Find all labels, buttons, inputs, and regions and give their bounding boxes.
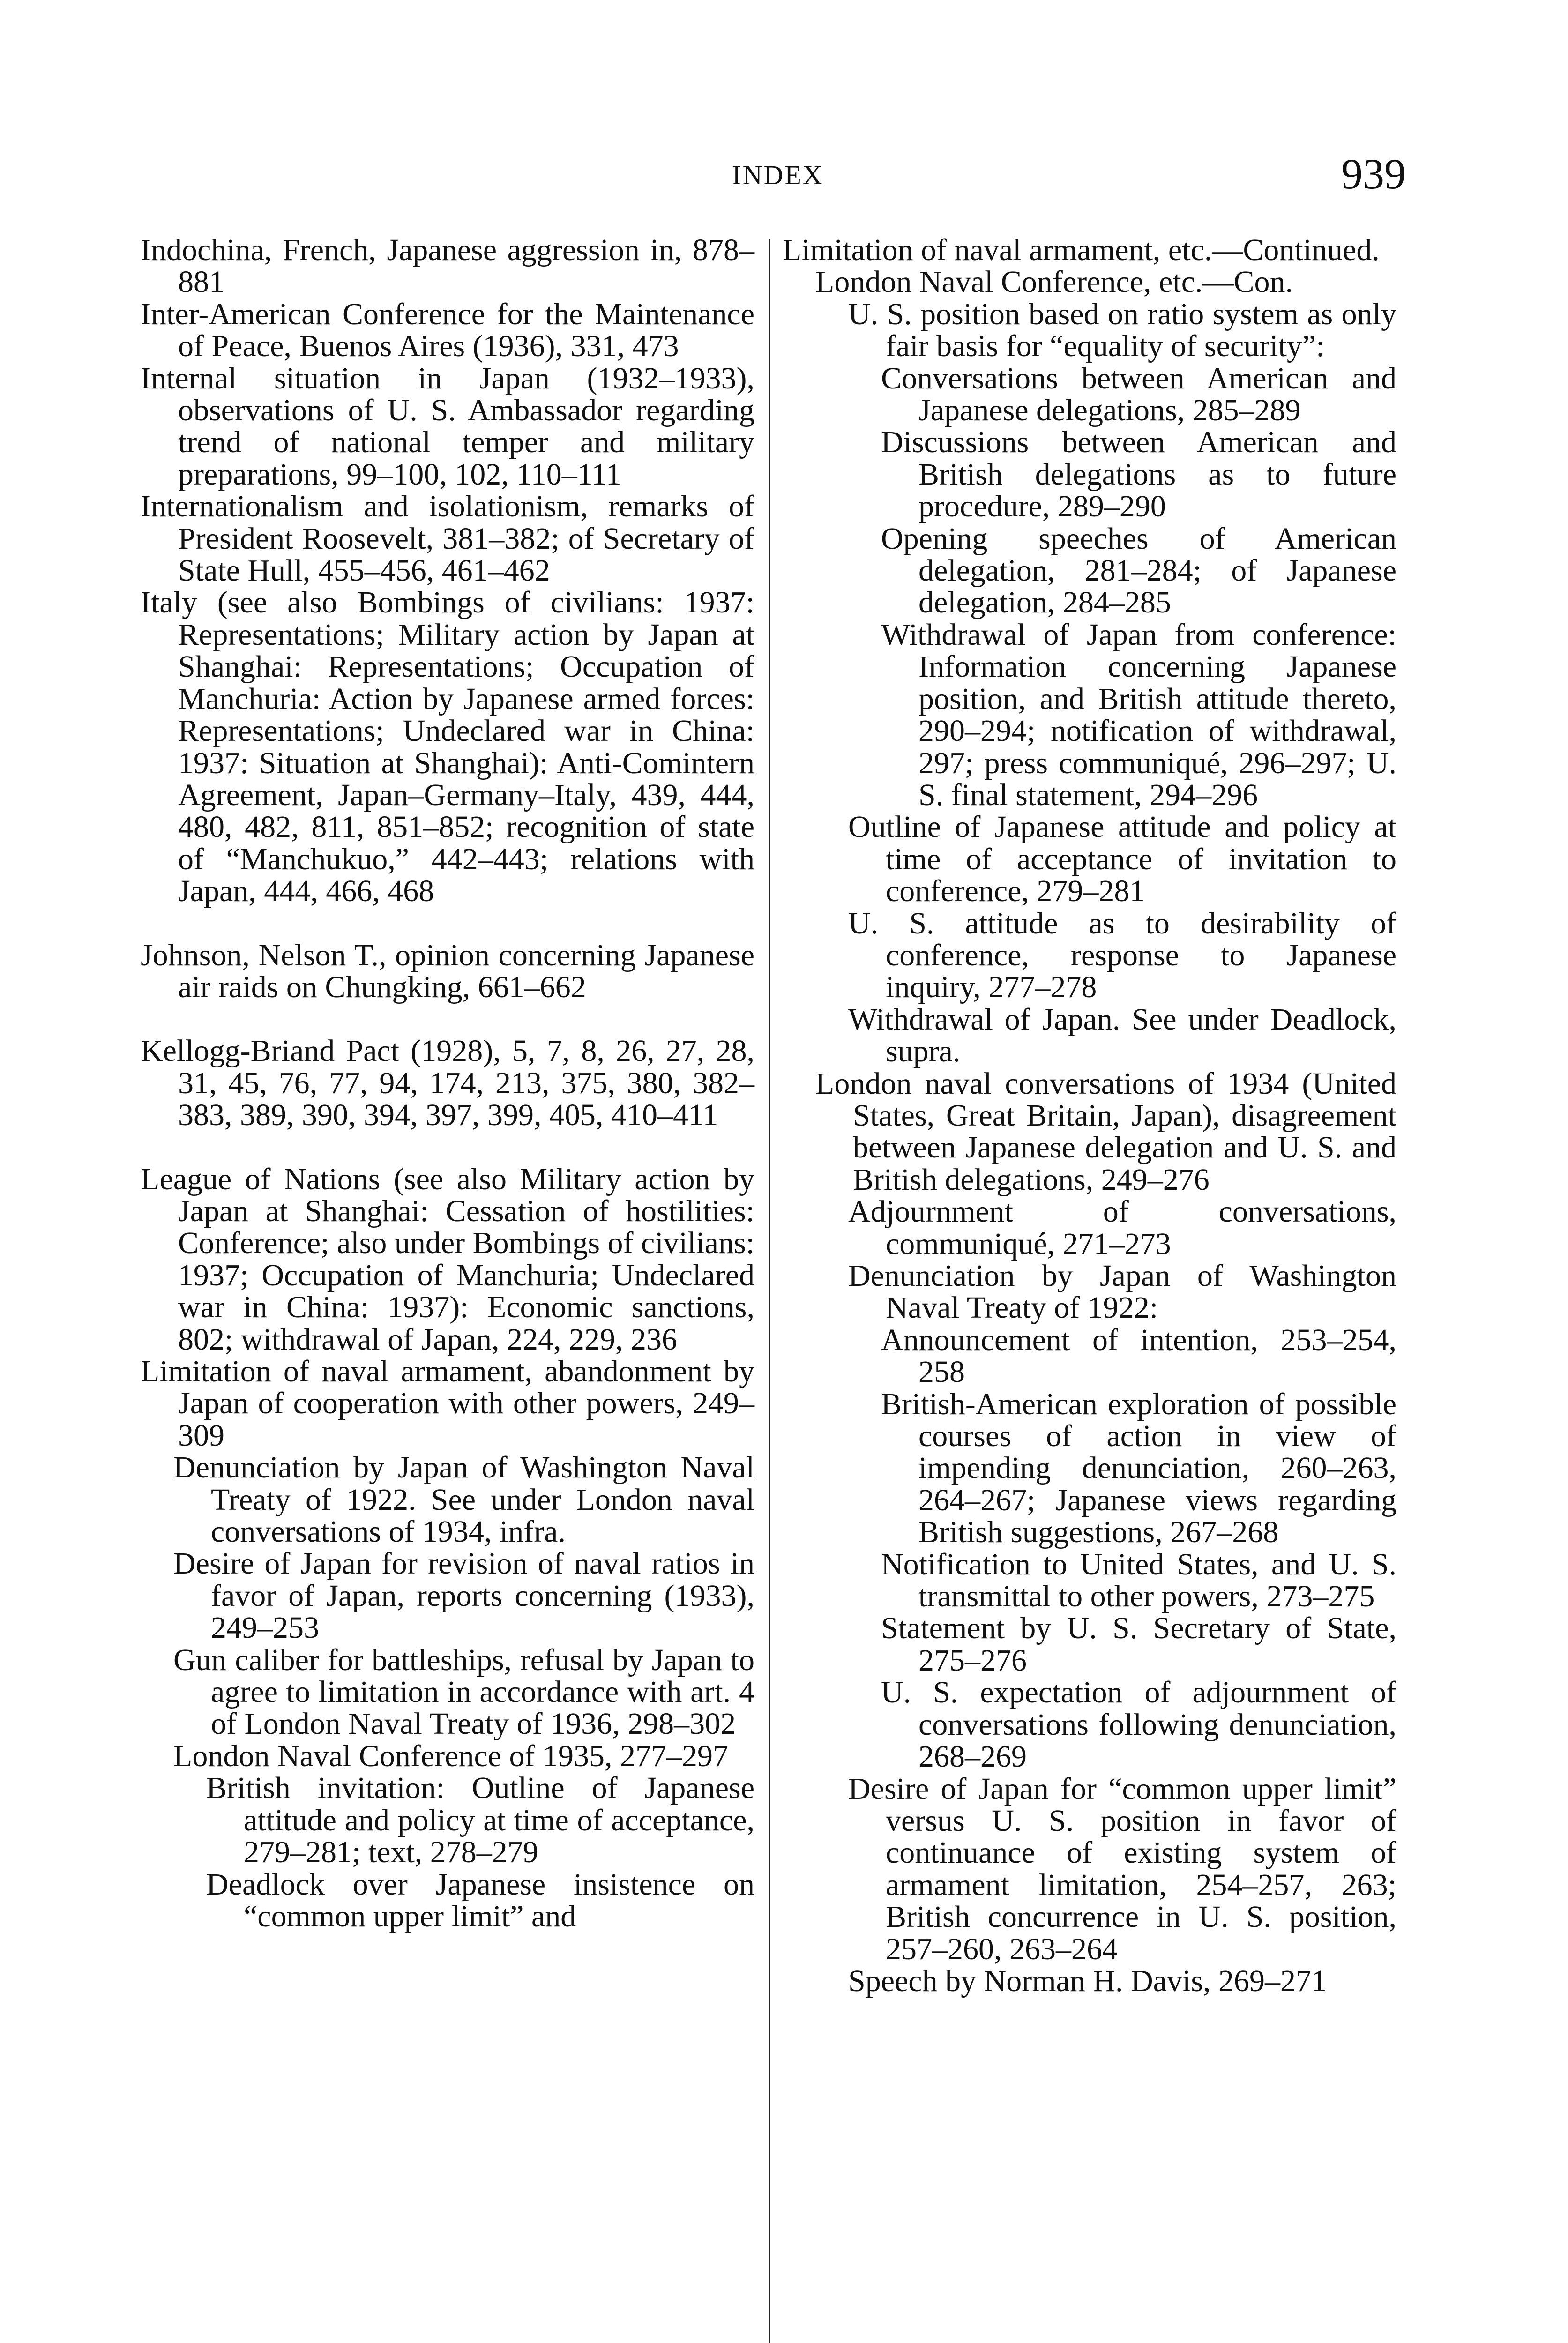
index-entry: Desire of Japan for revision of naval ratios in favor of Japan, reports concerning (1933), 249–253 <box>173 1546 754 1645</box>
index-entry: British invitation: Outline of Japanese attitude and policy at time of acceptance, 279–281; text, 278–279 <box>206 1771 754 1870</box>
index-entry: Opening speeches of American delegation, 281–284; of Japanese delegation, 284–285 <box>881 521 1396 620</box>
index-entry: Desire of Japan for “common upper limit” versus U. S. position in favor of continuance of existing system of armament limitation, 254–257, 263; British concurrence in U. S. position, 257–260, 263–264 <box>848 1771 1396 1966</box>
index-entry: Deadlock over Japanese insistence on “common upper limit” and <box>206 1867 754 1933</box>
index-entry: Johnson, Nelson T., opinion concerning Japanese air raids on Chungking, 661–662 <box>141 938 754 1004</box>
index-entry: Internationalism and isolationism, remarks of President Roosevelt, 381–382; of Secretary of State Hull, 455–456, 461–462 <box>141 489 754 588</box>
index-entry: London naval conversations of 1934 (United States, Great Britain, Japan), disagreement between Japanese delegation and U. S. and British delegations, 249–276 <box>815 1066 1396 1197</box>
index-entry: U. S. expectation of adjournment of conversations following denunciation, 268–269 <box>881 1675 1396 1774</box>
index-entry: Outline of Japanese attitude and policy at time of acceptance of invitation to conference, 279–281 <box>848 810 1396 909</box>
running-head: INDEX <box>732 160 824 190</box>
index-entry: Italy (see also Bombings of civilians: 1937: Representations; Military action by Japan at Shanghai: Representations; Occupation of Manchuria: Action by Japanese armed forces: Representations; Undeclared war in China: 1937: Situation at Shanghai): Anti-Comintern Agreement, Japan–Germany–Italy, 439, 444, 480, 482, 811, 851–852; recognition of state of “Manchukuo,” 442–443; relations with Japan, 444, 466, 468 <box>141 585 754 909</box>
page-number: 939 <box>1341 150 1406 198</box>
index-entry: London Naval Conference of 1935, 277–297 <box>173 1739 729 1773</box>
index-entry: Limitation of naval armament, etc.—Continued. <box>783 233 1380 267</box>
index-entry: Announcement of intention, 253–254, 258 <box>881 1322 1396 1389</box>
index-entry: Discussions between American and British delegations as to future procedure, 289–290 <box>881 425 1396 524</box>
index-entry: Adjournment of conversations, communiqué, 271–273 <box>848 1194 1396 1261</box>
index-entry: Kellogg-Briand Pact (1928), 5, 7, 8, 26, 27, 28, 31, 45, 76, 77, 94, 174, 213, 375, 380, 382–383, 389, 390, 394, 397, 399, 405, 410–411 <box>141 1034 754 1133</box>
page-header <box>0 0 1568 220</box>
column-divider <box>769 239 770 2343</box>
index-entry: U. S. position based on ratio system as only fair basis for “equality of security”: <box>848 297 1396 364</box>
index-entry: Statement by U. S. Secretary of State, 275–276 <box>881 1611 1396 1678</box>
index-entry: Limitation of naval armament, abandonment by Japan of cooperation with other powers, 249–309 <box>141 1354 754 1453</box>
index-entry: Inter-American Conference for the Maintenance of Peace, Buenos Aires (1936), 331, 473 <box>141 297 754 364</box>
index-entry: Indochina, French, Japanese aggression in, 878–881 <box>141 233 754 299</box>
index-entry: Denunciation by Japan of Washington Naval Treaty of 1922. See under London naval conversations of 1934, infra. <box>173 1450 754 1549</box>
index-entry: London Naval Conference, etc.—Con. <box>815 265 1293 299</box>
right-index-column <box>783 234 1396 1997</box>
left-index-column <box>141 234 754 1933</box>
index-entry: Conversations between American and Japanese delegations, 285–289 <box>881 361 1396 428</box>
index-entry: Gun caliber for battleships, refusal by Japan to agree to limitation in accordance with art. 4 of London Naval Treaty of 1936, 298–302 <box>173 1642 754 1741</box>
index-entry: Notification to United States, and U. S. transmittal to other powers, 273–275 <box>881 1547 1396 1614</box>
index-entry: Withdrawal of Japan from conference: Information concerning Japanese position, and British attitude thereto, 290–294; notification of withdrawal, 297; press communiqué, 296–297; U. S. final statement, 294–296 <box>881 617 1396 812</box>
index-entry: League of Nations (see also Military action by Japan at Shanghai: Cessation of hostilities: Conference; also under Bombings of civilians: 1937; Occupation of Manchuria; Undeclared war in China: 1937): Economic sanctions, 802; withdrawal of Japan, 224, 229, 236 <box>141 1162 754 1357</box>
index-entry: Denunciation by Japan of Washington Naval Treaty of 1922: <box>848 1259 1396 1325</box>
index-entry: British-American exploration of possible courses of action in view of impending denunciation, 260–263, 264–267; Japanese views regarding British suggestions, 267–268 <box>881 1387 1396 1550</box>
index-entry: Withdrawal of Japan. See under Deadlock, supra. <box>848 1002 1396 1069</box>
index-entry: Speech by Norman H. Davis, 269–271 <box>848 1963 1327 1998</box>
index-entry: U. S. attitude as to desirability of conference, response to Japanese inquiry, 277–278 <box>848 906 1396 1005</box>
index-entry: Internal situation in Japan (1932–1933), observations of U. S. Ambassador regarding trend of national temper and military preparations, 99–100, 102, 110–111 <box>141 361 754 492</box>
